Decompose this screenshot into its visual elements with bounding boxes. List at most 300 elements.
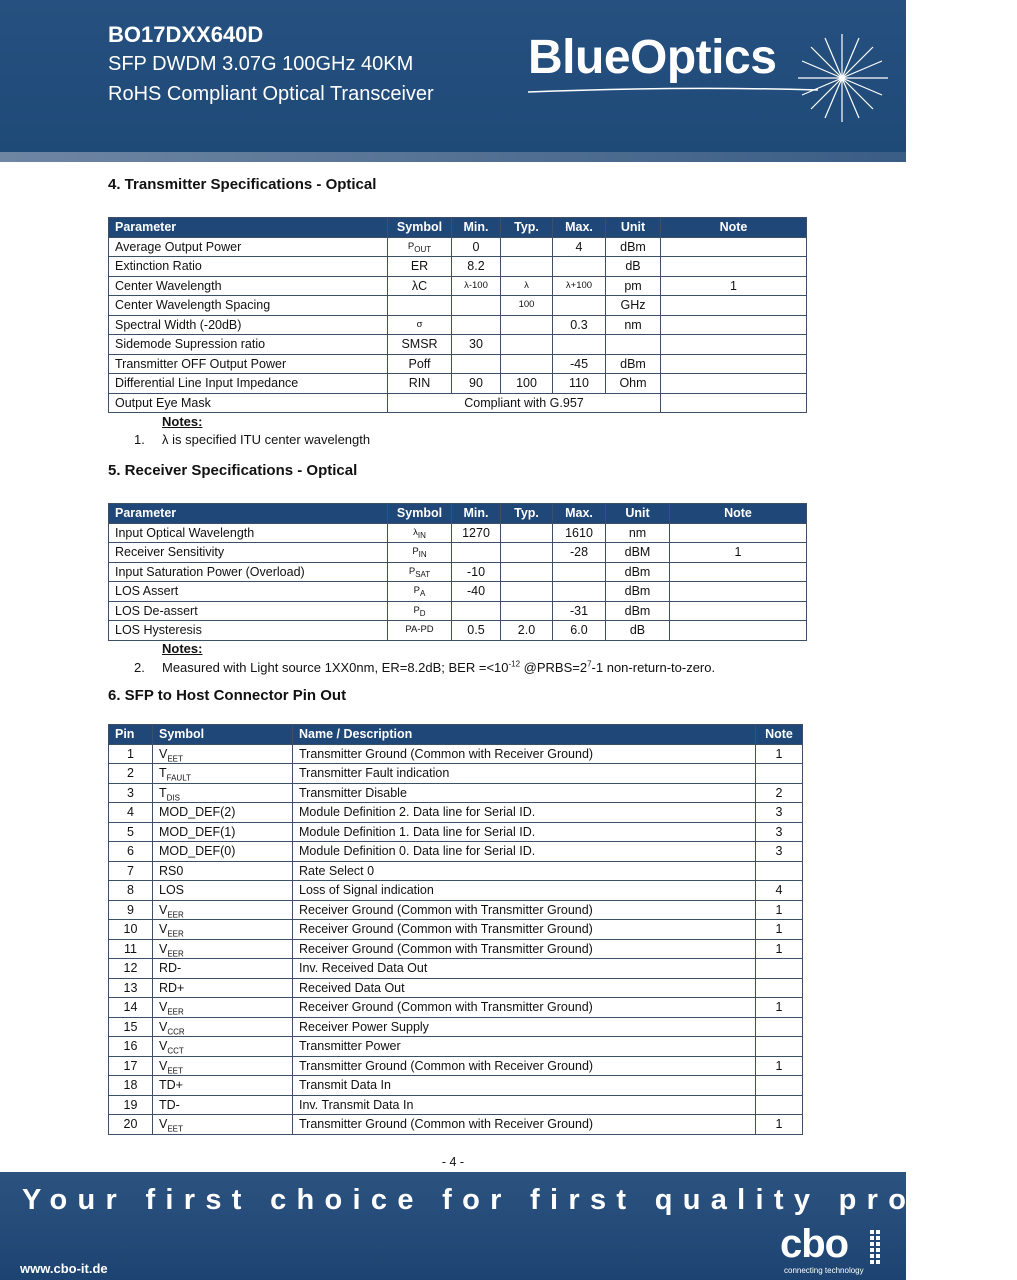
table-row [109, 543, 807, 563]
pin-note [756, 959, 803, 979]
min-cell: -10 [452, 562, 501, 582]
symbol-subscript: IN [417, 530, 426, 540]
parameter-cell: Center Wavelength [109, 276, 388, 296]
symbol-subscript: EER [167, 1007, 184, 1017]
note-cell [661, 335, 807, 355]
symbol-main: T [159, 785, 167, 800]
pin-symbol [153, 764, 293, 784]
pin-symbol [153, 978, 293, 998]
pin-number: 6 [109, 842, 153, 862]
column-header: Unit [606, 218, 661, 238]
table-row [109, 393, 807, 413]
pin-description: Receiver Power Supply [293, 1017, 756, 1037]
parameter-cell: Sidemode Supression ratio [109, 335, 388, 355]
min-cell [452, 601, 501, 621]
pin-row [109, 1017, 803, 1037]
pin-note [756, 1037, 803, 1057]
table-row [109, 257, 807, 277]
header-divider [0, 152, 906, 162]
logo-swoosh [528, 84, 818, 94]
pin-symbol [153, 822, 293, 842]
max-cell [553, 562, 606, 582]
min-cell: 1270 [452, 523, 501, 543]
pin-note [756, 1095, 803, 1115]
pin-number: 10 [109, 920, 153, 940]
typ-cell: λ [501, 276, 553, 296]
symbol-cell [388, 257, 452, 277]
column-header: Symbol [388, 218, 452, 238]
min-cell: 8.2 [452, 257, 501, 277]
unit-cell: GHz [606, 296, 661, 316]
unit-cell [606, 335, 661, 355]
symbol-main: λ [413, 526, 418, 538]
typ-cell [501, 543, 553, 563]
unit-cell: Ohm [606, 374, 661, 394]
unit-cell: nm [606, 315, 661, 335]
symbol-subscript: A [420, 589, 426, 599]
symbol-main: TD- [159, 1097, 180, 1112]
column-header: Max. [553, 218, 606, 238]
note-cell [661, 374, 807, 394]
parameter-cell: Output Eye Mask [109, 393, 388, 413]
pin-row [109, 900, 803, 920]
pin-number: 2 [109, 764, 153, 784]
note-2: 2. Measured with Light source 1XX0nm, ER=8.2dB; BER $=<10^{-12}$ $@PRBS=2^7-1$ non-return-to-zero. [134, 659, 716, 675]
pin-row [109, 998, 803, 1018]
column-header: Typ. [501, 218, 553, 238]
symbol-subscript: D [419, 608, 426, 618]
symbol-main: P [412, 546, 419, 558]
table-header-row [109, 504, 807, 524]
logo-starburst-icon [792, 28, 892, 128]
symbol-main: V [159, 941, 168, 956]
pin-row [109, 744, 803, 764]
symbol-main: V [159, 1000, 168, 1015]
symbol-main: V [159, 1117, 168, 1132]
symbol-subscript: FAULT [166, 773, 191, 783]
typ-cell [501, 335, 553, 355]
max-cell: -31 [553, 601, 606, 621]
symbol-main: P [407, 240, 415, 252]
unit-cell: pm [606, 276, 661, 296]
symbol-main: LOS [159, 883, 185, 898]
typ-cell: 100 [501, 374, 553, 394]
pin-row [109, 861, 803, 881]
pin-row [109, 842, 803, 862]
min-cell: 90 [452, 374, 501, 394]
symbol-main: P [413, 604, 420, 616]
note-cell [670, 523, 807, 543]
min-cell [452, 354, 501, 374]
pin-symbol [153, 1037, 293, 1057]
unit-cell: dBm [606, 237, 661, 257]
min-cell [452, 543, 501, 563]
pin-description: Inv. Received Data Out [293, 959, 756, 979]
symbol-main: MOD_DEF(1) [159, 824, 236, 839]
symbol-main: RD- [159, 961, 182, 976]
pin-symbol [153, 1056, 293, 1076]
pin-symbol [153, 920, 293, 940]
parameter-cell: Average Output Power [109, 237, 388, 257]
min-cell: 0 [452, 237, 501, 257]
unit-cell: nm [606, 523, 670, 543]
pin-symbol [153, 939, 293, 959]
symbol-subscript: EET [167, 754, 183, 764]
max-cell: 1610 [553, 523, 606, 543]
column-header: Note [661, 218, 807, 238]
max-cell: 110 [553, 374, 606, 394]
column-header: Unit [606, 504, 670, 524]
max-cell: λ+100 [553, 276, 606, 296]
pin-number: 3 [109, 783, 153, 803]
pin-row [109, 1037, 803, 1057]
note-1 [134, 432, 370, 447]
blueoptics-logo: BlueOptics [528, 31, 777, 84]
note-text: λ is specified ITU center wavelength [162, 432, 371, 447]
pin-note: 1 [756, 1056, 803, 1076]
max-cell: 4 [553, 237, 606, 257]
pin-number: 11 [109, 939, 153, 959]
symbol-cell [388, 237, 452, 257]
pin-description: Transmitter Ground (Common with Receiver Ground) [293, 744, 756, 764]
pin-row [109, 959, 803, 979]
note-cell [661, 237, 807, 257]
typ-cell [501, 257, 553, 277]
typ-cell [501, 562, 553, 582]
pin-row [109, 1076, 803, 1096]
parameter-cell: Differential Line Input Impedance [109, 374, 388, 394]
pin-symbol [153, 744, 293, 764]
symbol-subscript: EER [167, 910, 184, 920]
symbol-subscript: CCR [167, 1027, 185, 1037]
table-row [109, 237, 807, 257]
symbol-main: V [159, 922, 168, 937]
pin-row [109, 764, 803, 784]
pin-symbol [153, 900, 293, 920]
parameter-cell: LOS Hysteresis [109, 621, 388, 641]
table-row [109, 354, 807, 374]
pin-number: 5 [109, 822, 153, 842]
pin-row [109, 783, 803, 803]
symbol-main: MOD_DEF(0) [159, 844, 236, 859]
max-cell [553, 335, 606, 355]
note-cell: 1 [670, 543, 807, 563]
min-cell: 30 [452, 335, 501, 355]
symbol-subscript: DIS [166, 793, 180, 803]
column-header: Symbol [153, 725, 293, 745]
pin-note: 3 [756, 803, 803, 823]
pin-note [756, 1076, 803, 1096]
parameter-cell: LOS De-assert [109, 601, 388, 621]
symbol-main: σ [416, 318, 423, 330]
symbol-subscript: EER [167, 949, 184, 959]
max-cell: -28 [553, 543, 606, 563]
min-cell: 0.5 [452, 621, 501, 641]
symbol-main: λC [411, 278, 428, 293]
typ-cell [501, 315, 553, 335]
pin-note: 1 [756, 939, 803, 959]
section-4-title: 4. Transmitter Specifications - Optical [108, 176, 377, 193]
table-header-row [109, 725, 803, 745]
typ-cell [501, 601, 553, 621]
pin-row [109, 920, 803, 940]
symbol-cell [388, 562, 452, 582]
pin-row [109, 822, 803, 842]
table-row [109, 296, 807, 316]
symbol-cell [388, 601, 452, 621]
symbol-cell [388, 543, 452, 563]
column-header: Symbol [388, 504, 452, 524]
parameter-cell: Center Wavelength Spacing [109, 296, 388, 316]
pin-symbol [153, 1095, 293, 1115]
symbol-main: V [159, 746, 168, 761]
pin-number: 20 [109, 1115, 153, 1135]
table-row [109, 335, 807, 355]
notes-label: Notes: [162, 414, 203, 429]
pin-number: 14 [109, 998, 153, 1018]
pin-number: 8 [109, 881, 153, 901]
pin-row [109, 1095, 803, 1115]
min-cell: -40 [452, 582, 501, 602]
symbol-cell [388, 335, 452, 355]
max-cell [553, 296, 606, 316]
symbol-cell [388, 354, 452, 374]
max-cell [553, 582, 606, 602]
table-row [109, 562, 807, 582]
pin-number: 16 [109, 1037, 153, 1057]
symbol-subscript: EET [167, 1066, 183, 1076]
parameter-cell: Spectral Width (-20dB) [109, 315, 388, 335]
unit-cell: dBm [606, 582, 670, 602]
pin-note: 1 [756, 920, 803, 940]
pin-number: 15 [109, 1017, 153, 1037]
section-5-title: 5. Receiver Specifications - Optical [108, 462, 358, 479]
note-cell: 1 [661, 276, 807, 296]
note-cell [661, 354, 807, 374]
pin-number: 4 [109, 803, 153, 823]
symbol-main: V [159, 1019, 168, 1034]
notes-label: Notes: [162, 641, 203, 656]
footer-website-link[interactable]: www.cbo-it.de [20, 1261, 108, 1276]
pin-description: Transmitter Fault indication [293, 764, 756, 784]
pin-note [756, 861, 803, 881]
unit-cell: dBm [606, 562, 670, 582]
column-header: Pin [109, 725, 153, 745]
page-number: - 4 - [441, 1155, 465, 1169]
symbol-main: MOD_DEF(2) [159, 805, 236, 820]
typ-cell [501, 582, 553, 602]
parameter-cell: Transmitter OFF Output Power [109, 354, 388, 374]
symbol-cell [388, 276, 452, 296]
pin-number: 7 [109, 861, 153, 881]
pin-description: Module Definition 0. Data line for Serial ID. [293, 842, 756, 862]
symbol-main: V [159, 1039, 168, 1054]
pin-description: Receiver Ground (Common with Transmitter Ground) [293, 920, 756, 940]
column-header: Parameter [109, 504, 388, 524]
unit-cell: dB [606, 621, 670, 641]
symbol-cell [388, 523, 452, 543]
pin-number: 1 [109, 744, 153, 764]
max-cell: 6.0 [553, 621, 606, 641]
column-header: Min. [452, 218, 501, 238]
symbol-main: TD+ [159, 1078, 183, 1093]
table-row [109, 315, 807, 335]
product-code: BO17DXX640D [108, 22, 264, 47]
table-row [109, 582, 807, 602]
eye-mask-value: Compliant with G.957 [388, 393, 661, 413]
pin-description: Rate Select 0 [293, 861, 756, 881]
column-header: Note [670, 504, 807, 524]
symbol-main: V [159, 902, 168, 917]
pin-description: Transmitter Disable [293, 783, 756, 803]
pin-row [109, 1056, 803, 1076]
parameter-cell: Input Saturation Power (Overload) [109, 562, 388, 582]
symbol-main: P [408, 565, 416, 577]
note-cell [670, 562, 807, 582]
receiver-spec-table [108, 503, 807, 641]
pin-out-table [108, 724, 803, 1135]
pin-description: Transmitter Ground (Common with Receiver Ground) [293, 1115, 756, 1135]
pin-symbol [153, 803, 293, 823]
pin-symbol [153, 959, 293, 979]
pin-number: 17 [109, 1056, 153, 1076]
note-cell [670, 601, 807, 621]
pin-symbol [153, 1076, 293, 1096]
pin-description: Receiver Ground (Common with Transmitter Ground) [293, 939, 756, 959]
note-number: 2. [134, 660, 145, 675]
column-header: Min. [452, 504, 501, 524]
pin-description: Transmitter Ground (Common with Receiver Ground) [293, 1056, 756, 1076]
symbol-main: V [159, 1058, 168, 1073]
pin-note: 3 [756, 842, 803, 862]
pin-description: Receiver Ground (Common with Transmitter Ground) [293, 998, 756, 1018]
parameter-cell: Extinction Ratio [109, 257, 388, 277]
note-number: 1. [134, 432, 145, 447]
pin-note: 1 [756, 744, 803, 764]
pin-description: Loss of Signal indication [293, 881, 756, 901]
symbol-subscript: SAT [415, 569, 431, 579]
pin-description: Transmit Data In [293, 1076, 756, 1096]
symbol-main: RIN [408, 376, 431, 391]
note-cell [670, 621, 807, 641]
typ-cell [501, 523, 553, 543]
pin-row [109, 803, 803, 823]
note-cell [670, 582, 807, 602]
pin-description: Received Data Out [293, 978, 756, 998]
pin-description: Inv. Transmit Data In [293, 1095, 756, 1115]
pin-note [756, 1017, 803, 1037]
pin-symbol [153, 1115, 293, 1135]
unit-cell: dBM [606, 543, 670, 563]
min-cell: λ-100 [452, 276, 501, 296]
unit-cell: dBm [606, 601, 670, 621]
table-row [109, 523, 807, 543]
symbol-main: P [413, 585, 420, 597]
symbol-subscript: IN [418, 550, 427, 560]
symbol-cell [388, 582, 452, 602]
unit-cell: dBm [606, 354, 661, 374]
product-compliance: RoHS Compliant Optical Transceiver [108, 83, 434, 105]
cbo-dots-icon [870, 1230, 884, 1266]
transmitter-spec-table [108, 217, 807, 413]
column-header: Note [756, 725, 803, 745]
unit-cell: dB [606, 257, 661, 277]
pin-symbol [153, 842, 293, 862]
pin-note: 1 [756, 900, 803, 920]
symbol-cell [388, 296, 452, 316]
pin-description: Receiver Ground (Common with Transmitter Ground) [293, 900, 756, 920]
pin-number: 19 [109, 1095, 153, 1115]
symbol-cell [388, 315, 452, 335]
typ-cell: 100 [501, 296, 553, 316]
pin-description: Module Definition 1. Data line for Serial ID. [293, 822, 756, 842]
symbol-main: T [159, 766, 167, 781]
pin-symbol [153, 881, 293, 901]
pin-number: 13 [109, 978, 153, 998]
pin-number: 12 [109, 959, 153, 979]
pin-note: 4 [756, 881, 803, 901]
column-header: Max. [553, 504, 606, 524]
note-cell [661, 315, 807, 335]
note-cell [661, 393, 807, 413]
table-row [109, 621, 807, 641]
parameter-cell: LOS Assert [109, 582, 388, 602]
symbol-main: SMSR [401, 337, 438, 352]
min-cell [452, 296, 501, 316]
symbol-main: RD+ [159, 980, 185, 995]
pin-note [756, 764, 803, 784]
note-cell [661, 296, 807, 316]
symbol-main: Poff [408, 356, 431, 371]
pin-note: 2 [756, 783, 803, 803]
footer-slogan: Your first choice for first quality prodcts [22, 1184, 1017, 1216]
pin-row [109, 881, 803, 901]
parameter-cell: Input Optical Wavelength [109, 523, 388, 543]
pin-number: 9 [109, 900, 153, 920]
pin-symbol [153, 1017, 293, 1037]
pin-symbol [153, 861, 293, 881]
pin-symbol [153, 783, 293, 803]
pin-note [756, 978, 803, 998]
symbol-main: ER [410, 259, 429, 274]
typ-cell [501, 237, 553, 257]
pin-description: Transmitter Power [293, 1037, 756, 1057]
table-header-row [109, 218, 807, 238]
section-6-title: 6. SFP to Host Connector Pin Out [108, 687, 347, 704]
pin-number: 18 [109, 1076, 153, 1096]
table-row [109, 374, 807, 394]
symbol-subscript: EET [167, 1124, 183, 1134]
pin-note: 3 [756, 822, 803, 842]
pin-row [109, 978, 803, 998]
column-header: Parameter [109, 218, 388, 238]
symbol-main: RS0 [159, 863, 184, 878]
pin-description: Module Definition 2. Data line for Serial ID. [293, 803, 756, 823]
max-cell: -45 [553, 354, 606, 374]
pin-row [109, 939, 803, 959]
pin-note: 1 [756, 998, 803, 1018]
pin-note: 1 [756, 1115, 803, 1135]
max-cell [553, 257, 606, 277]
typ-cell [501, 354, 553, 374]
column-header: Name / Description [293, 725, 756, 745]
parameter-cell: Receiver Sensitivity [109, 543, 388, 563]
symbol-subscript: EER [167, 929, 184, 939]
symbol-cell [388, 374, 452, 394]
pin-row [109, 1115, 803, 1135]
note-cell [661, 257, 807, 277]
max-cell: 0.3 [553, 315, 606, 335]
